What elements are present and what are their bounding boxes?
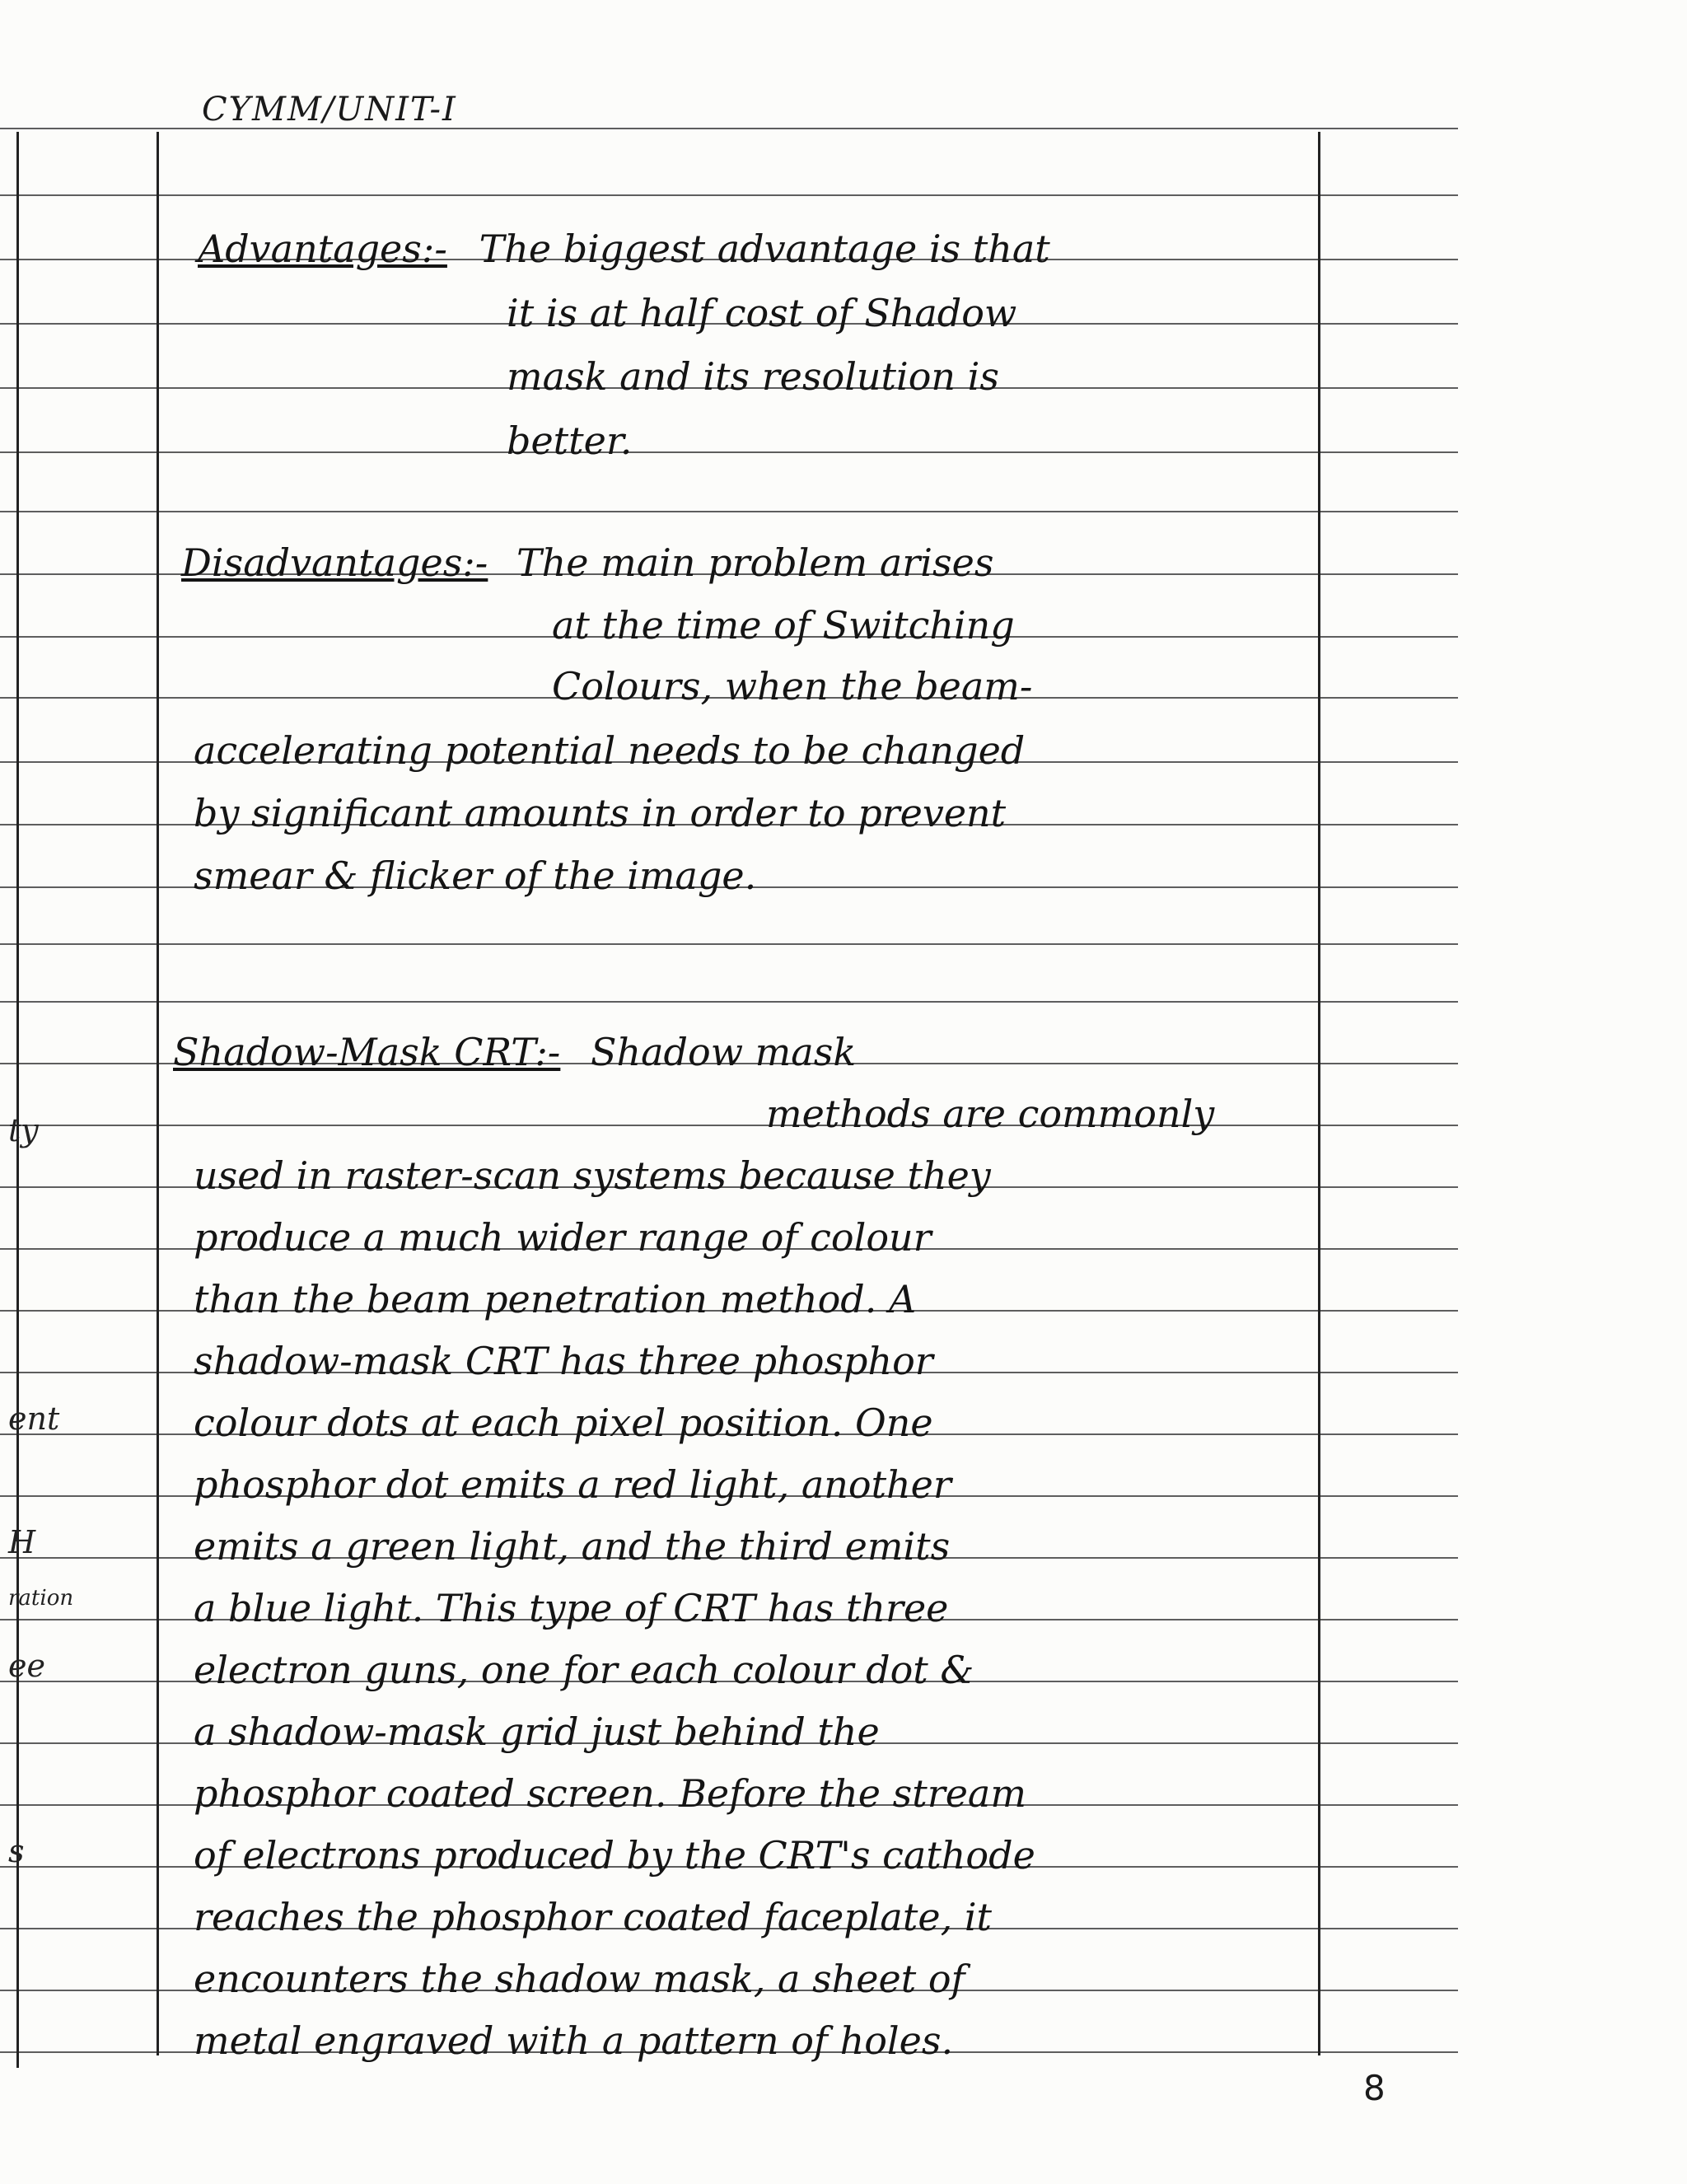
text-line: The biggest advantage is that [479, 227, 1050, 271]
text-line: methods are commonly [766, 1092, 1215, 1136]
text-line: by significant amounts in order to prevent [194, 791, 1007, 835]
text-line: a shadow-mask grid just behind the [194, 1709, 880, 1754]
right-margin-line [1318, 132, 1320, 2055]
text-line: emits a green light, and the third emits [194, 1524, 951, 1569]
margin-mark: s [8, 1833, 25, 1869]
text-line: than the beam penetration method. A [194, 1277, 917, 1321]
shadow-mask-heading-line [173, 1030, 856, 1074]
left-margin-line [157, 132, 159, 2055]
disadvantages-heading-line [181, 540, 993, 585]
text-line: Shadow mask [590, 1030, 857, 1074]
ruled-line [0, 943, 1458, 945]
text-line: mask and its resolution is [507, 354, 999, 399]
text-line: colour dots at each pixel position. One [194, 1401, 933, 1445]
ruled-line [0, 1001, 1458, 1003]
text-line: a blue light. This type of CRT has three [194, 1586, 949, 1630]
text-line: accelerating potential needs to be changed [194, 728, 1026, 773]
advantages-heading: Advantages:- [198, 227, 447, 271]
ruled-line [0, 511, 1458, 512]
text-line: phosphor coated screen. Before the stream [194, 1771, 1026, 1816]
shadow-mask-heading: Shadow-Mask CRT:- [173, 1030, 561, 1074]
text-line: The main problem arises [516, 540, 994, 585]
margin-mark: H [8, 1524, 36, 1560]
outer-margin-line [16, 132, 19, 2068]
ruled-line [0, 451, 1458, 453]
advantages-heading-line [198, 227, 1050, 271]
ruled-line [0, 1125, 1458, 1126]
text-line: it is at half cost of Shadow [507, 291, 1017, 335]
text-line: used in raster-scan systems because they [194, 1153, 991, 1198]
text-line: metal engraved with a pattern of holes. [194, 2018, 954, 2063]
disadvantages-heading: Disadvantages:- [181, 540, 488, 585]
text-line: reaches the phosphor coated faceplate, it [194, 1895, 993, 1939]
page-header: CYMM/UNIT-I [202, 91, 457, 129]
margin-mark: ty [8, 1112, 39, 1148]
ruled-line [0, 194, 1458, 196]
text-line: shadow-mask CRT has three phosphor [194, 1339, 933, 1383]
text-line: produce a much wider range of colour [194, 1215, 932, 1260]
text-line: better. [507, 419, 633, 463]
margin-mark: ee [8, 1648, 45, 1684]
text-line: at the time of Switching [552, 603, 1015, 648]
margin-mark: ent [8, 1401, 60, 1437]
margin-mark: ration [8, 1586, 74, 1611]
page-number: 8 [1363, 2068, 1386, 2108]
text-line: of electrons produced by the CRT's cathode [194, 1833, 1035, 1878]
text-line: Colours, when the beam- [552, 664, 1033, 709]
text-line: electron guns, one for each colour dot & [194, 1648, 974, 1692]
text-line: encounters the shadow mask, a sheet of [194, 1957, 965, 2001]
text-line: smear & flicker of the image. [194, 853, 757, 898]
text-line: phosphor dot emits a red light, another [194, 1462, 951, 1507]
